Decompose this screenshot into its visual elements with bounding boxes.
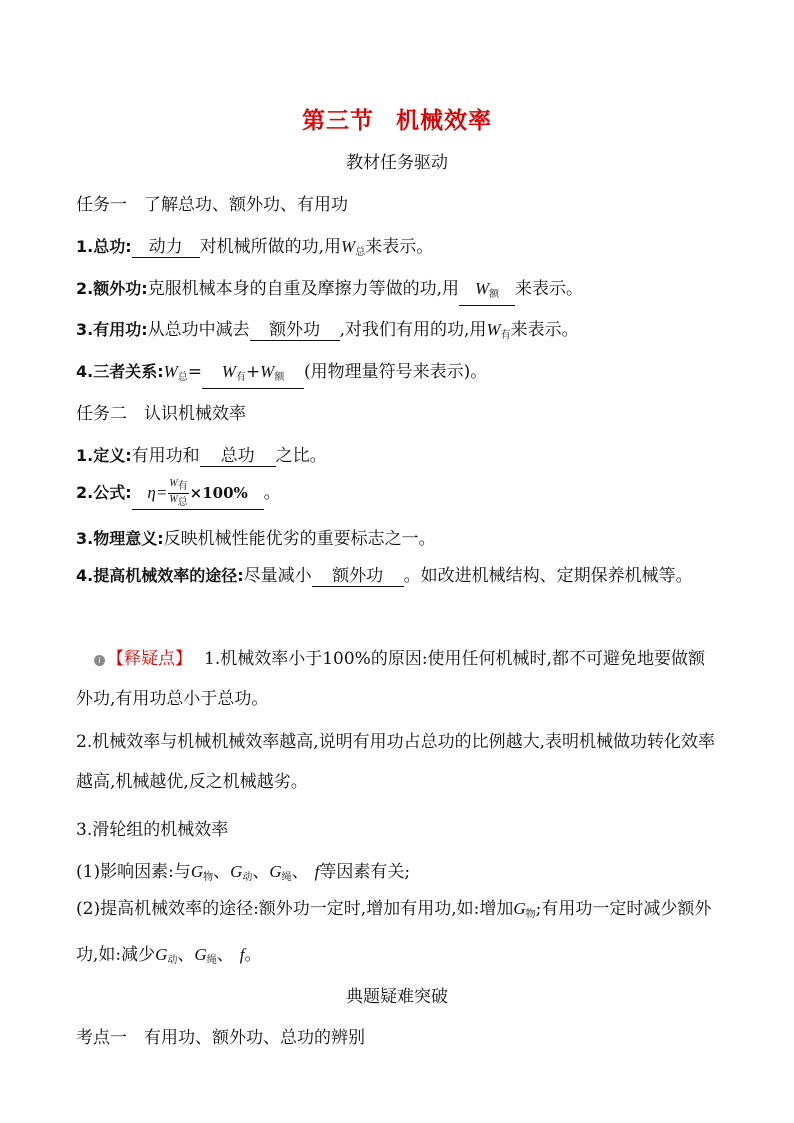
pulley-factors: (1)影响因素:与$G_物$、$G_动$、$G_绳$、 f等因素有关; — [76, 862, 411, 883]
answer-blank: $W_有+W_额$ — [202, 362, 304, 389]
item-improve-efficiency: 4.提高机械效率的途径:尽量减小 额外功 。如改进机械结构、定期保养机械等。 — [76, 566, 693, 586]
item-total-work: 1.总功: 动力 对机械所做的功,用$W_总$来表示。 — [76, 237, 434, 258]
item-definition: 1.定义:有用功和 总功 之比。 — [76, 446, 327, 466]
item-extra-work: 2.额外功:克服机械本身的自重及摩擦力等做的功,用 $W_额$ 来表示。 — [76, 274, 583, 306]
title-topic: 机械效率 — [396, 108, 492, 134]
info-icon: i — [94, 655, 105, 666]
answer-blank: η= $\frac{W_有}{W_总}$ ×100% — [132, 478, 264, 510]
task-two-heading: 任务二 认识机械效率 — [76, 404, 246, 424]
item-label: 3.物理意义: — [76, 529, 164, 548]
tip-paragraph-3: 3.滑轮组的机械效率 — [76, 820, 229, 840]
tip-label: 【释疑点】 — [107, 649, 192, 669]
answer-blank: $W_额$ — [459, 279, 515, 306]
task-one-heading: 任务一 了解总功、额外功、有用功 — [76, 195, 348, 215]
section-heading-problems: 典题疑难突破 — [346, 987, 448, 1007]
item-label: 1.定义: — [76, 446, 132, 465]
tip-paragraph-1: i 【释疑点】 1.机械效率小于100%的原因:使用任何机械时,都不可避免地要做额外功,有用功总小于总功。 — [76, 649, 705, 709]
item-formula: 2.公式: η= $\frac{W_有}{W_总}$ ×100% 。 — [76, 478, 281, 508]
exam-point-one: 考点一 有用功、额外功、总功的辨别 — [76, 1028, 365, 1048]
item-label: 4.提高机械效率的途径: — [76, 566, 244, 585]
item-useful-work: 3.有用功:从总功中减去 额外功 ,对我们有用的功,用$W_有$来表示。 — [76, 320, 579, 341]
item-physical-meaning: 3.物理意义:反映机械性能优劣的重要标志之一。 — [76, 529, 436, 549]
item-relationship: 4.三者关系$:W_总= W_有+W_额$ (用物理量符号来表示)。 — [76, 357, 487, 389]
answer-blank: 动力 — [132, 237, 200, 258]
tip-paragraph-2: 2.机械效率与机械机械效率越高,说明有用功占总功的比例越大,表明机械做功转化效率越高,机械越优,反之机械越劣。 — [76, 732, 716, 792]
page-title — [0, 102, 794, 135]
pulley-improve: (2)提高机械效率的途径:额外功一定时,增加有用功,如:增加$G_物$;有用功一定时减少额外功,如:减少$G_动$、$G_绳$、 f。 — [76, 899, 712, 966]
section-heading-textbook: 教材任务驱动 — [346, 153, 448, 173]
item-label: 2.公式: — [76, 483, 132, 502]
answer-blank: 额外功 — [250, 320, 340, 341]
item-label: 3.有用功: — [76, 320, 148, 339]
efficiency-fraction: $\frac{W_有}{W_总}$ — [169, 478, 188, 508]
item-label: 2.额外功: — [76, 279, 148, 298]
item-label: 1.总功: — [76, 237, 132, 256]
answer-blank: 总功 — [200, 446, 276, 467]
title-section-number: 第三节 — [302, 108, 374, 134]
answer-blank: 额外功 — [312, 566, 404, 587]
item-label: 4.三者关系: — [76, 362, 164, 381]
